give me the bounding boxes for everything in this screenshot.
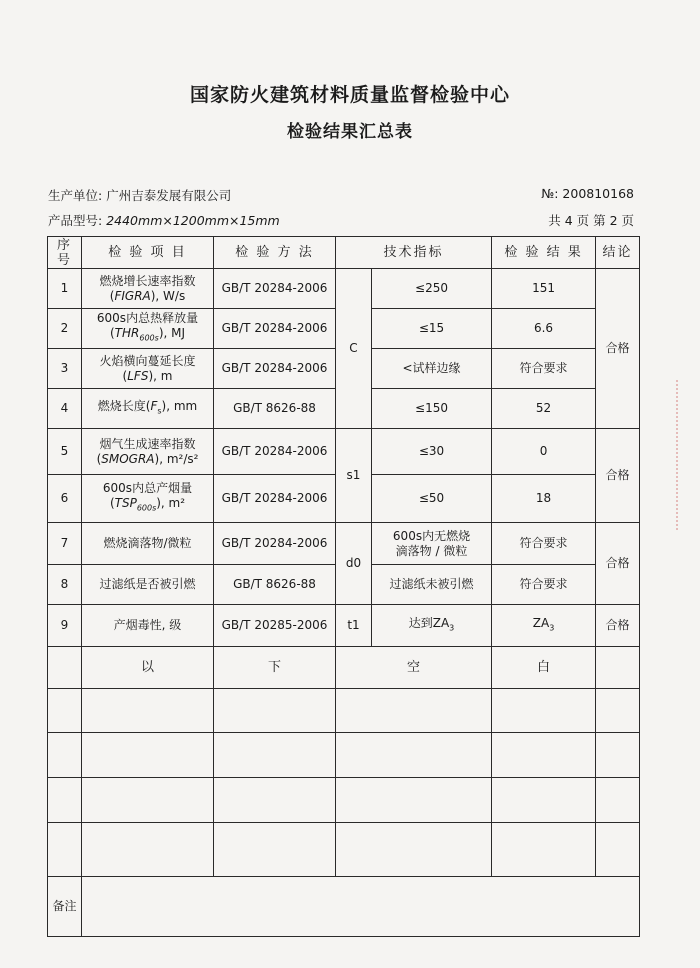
row-spec: ≤15 bbox=[372, 309, 492, 349]
header-conclusion: 结论 bbox=[596, 237, 640, 269]
row-result: 符合要求 bbox=[492, 523, 596, 565]
row-item: 燃烧长度$(F_s)$, mm bbox=[82, 389, 214, 429]
remarks-content bbox=[82, 877, 640, 937]
table-row bbox=[48, 269, 640, 309]
model-value: 2440mm×1200mm×15mm bbox=[106, 213, 280, 228]
row-result: 符合要求 bbox=[492, 565, 596, 605]
row-no: 5 bbox=[48, 429, 82, 475]
remarks-row bbox=[48, 877, 640, 937]
row-item: 火焰横向蔓延长度 (LFS), m bbox=[82, 349, 214, 389]
row-result: 0 bbox=[492, 429, 596, 475]
row-method: GB/T 20284-2006 bbox=[214, 475, 336, 523]
table-row bbox=[48, 429, 640, 475]
row-spec: 600s内无燃烧 滴落物 / 微粒 bbox=[372, 523, 492, 565]
row-item: 燃烧滴落物/微粒 bbox=[82, 523, 214, 565]
row-spec: <试样边缘 bbox=[372, 349, 492, 389]
row-no: 4 bbox=[48, 389, 82, 429]
group-class: C bbox=[336, 269, 372, 429]
row-no: 9 bbox=[48, 605, 82, 647]
row-result: $ZA_3$ bbox=[492, 605, 596, 647]
report-number: №: 200810168 bbox=[541, 186, 634, 201]
blank-marker-row bbox=[48, 647, 640, 689]
group-conclusion: 合格 bbox=[596, 429, 640, 523]
table-row bbox=[48, 605, 640, 647]
row-no: 7 bbox=[48, 523, 82, 565]
blank-char: 白 bbox=[492, 647, 596, 689]
row-method: GB/T 8626-88 bbox=[214, 565, 336, 605]
header-spec: 技术指标 bbox=[336, 237, 492, 269]
row-result: 18 bbox=[492, 475, 596, 523]
results-table bbox=[47, 236, 640, 937]
empty-row bbox=[48, 778, 640, 823]
header-result: 检 验 结 果 bbox=[492, 237, 596, 269]
row-result: 6.6 bbox=[492, 309, 596, 349]
group-conclusion: 合格 bbox=[596, 523, 640, 605]
group-conclusion: 合格 bbox=[596, 269, 640, 429]
header-no: 序号 bbox=[48, 237, 82, 269]
document-title: 检验结果汇总表 bbox=[287, 122, 413, 142]
row-spec: 过滤纸未被引燃 bbox=[372, 565, 492, 605]
row-method: GB/T 20284-2006 bbox=[214, 269, 336, 309]
row-spec: ≤250 bbox=[372, 269, 492, 309]
group-class: s1 bbox=[336, 429, 372, 523]
row-spec: 达到$ZA_3$ bbox=[372, 605, 492, 647]
row-result: 符合要求 bbox=[492, 349, 596, 389]
row-method: GB/T 20284-2006 bbox=[214, 523, 336, 565]
empty-row bbox=[48, 689, 640, 733]
producer-name: 广州吉泰发展有限公司 bbox=[106, 188, 232, 203]
row-no: 3 bbox=[48, 349, 82, 389]
row-spec: ≤30 bbox=[372, 429, 492, 475]
blank-char: 下 bbox=[214, 647, 336, 689]
empty-row bbox=[48, 733, 640, 778]
group-class: t1 bbox=[336, 605, 372, 647]
row-item: 600s内总热释放量 $(THR_{600s})$, MJ bbox=[82, 309, 214, 349]
header-item: 检 验 项 目 bbox=[82, 237, 214, 269]
row-no: 1 bbox=[48, 269, 82, 309]
row-item: 燃烧增长速率指数 (FIGRA), W/s bbox=[82, 269, 214, 309]
row-result: 151 bbox=[492, 269, 596, 309]
page-count: 共 4 页 第 2 页 bbox=[548, 213, 634, 228]
row-no: 2 bbox=[48, 309, 82, 349]
blank-char: 以 bbox=[82, 647, 214, 689]
blank-char: 空 bbox=[336, 647, 492, 689]
row-method: GB/T 20284-2006 bbox=[214, 349, 336, 389]
row-item: 600s内总产烟量 $(TSP_{600s})$, m² bbox=[82, 475, 214, 523]
row-method: GB/T 20284-2006 bbox=[214, 309, 336, 349]
row-result: 52 bbox=[492, 389, 596, 429]
row-item: 过滤纸是否被引燃 bbox=[82, 565, 214, 605]
empty-row bbox=[48, 823, 640, 877]
row-item: 烟气生成速率指数 (SMOGRA), m²/s² bbox=[82, 429, 214, 475]
table-row bbox=[48, 523, 640, 565]
row-item: 产烟毒性, 级 bbox=[82, 605, 214, 647]
row-method: GB/T 20285-2006 bbox=[214, 605, 336, 647]
row-spec: ≤50 bbox=[372, 475, 492, 523]
header-method: 检 验 方 法 bbox=[214, 237, 336, 269]
row-method: GB/T 8626-88 bbox=[214, 389, 336, 429]
stamp-edge-mark bbox=[676, 380, 700, 530]
organization-title: 国家防火建筑材料质量监督检验中心 bbox=[189, 84, 510, 106]
row-no: 6 bbox=[48, 475, 82, 523]
group-conclusion: 合格 bbox=[596, 605, 640, 647]
producer-line: 生产单位: 广州吉泰发展有限公司 bbox=[48, 188, 232, 203]
model-line: 产品型号: 2440mm×1200mm×15mm bbox=[48, 213, 280, 228]
row-no: 8 bbox=[48, 565, 82, 605]
table-header-row bbox=[48, 237, 640, 269]
remarks-label: 备注 bbox=[48, 877, 82, 937]
row-method: GB/T 20284-2006 bbox=[214, 429, 336, 475]
row-spec: ≤150 bbox=[372, 389, 492, 429]
group-class: d0 bbox=[336, 523, 372, 605]
